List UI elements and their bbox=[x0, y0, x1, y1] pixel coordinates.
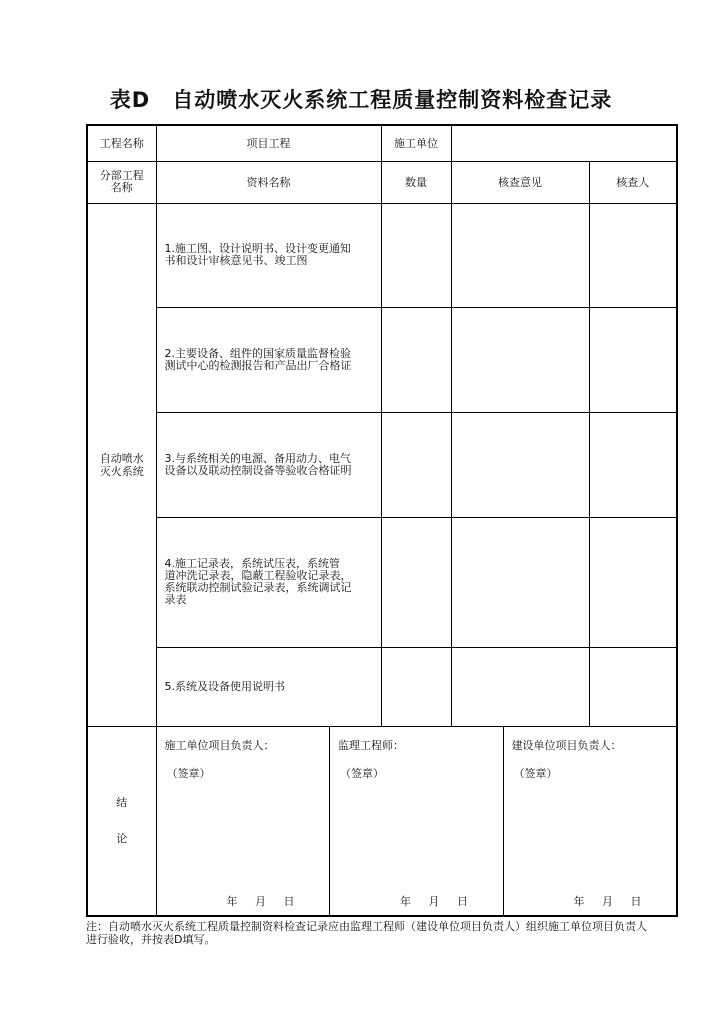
document-item-5 bbox=[156, 647, 381, 726]
owner-signature-block[interactable] bbox=[504, 727, 677, 915]
reviewer-cell[interactable] bbox=[589, 647, 677, 726]
column-header-row bbox=[87, 161, 677, 203]
item-text-line: 道冲洗记录表，隐蔽工程验收记录表， bbox=[164, 569, 352, 582]
signature-date: 年 月 日 bbox=[573, 894, 642, 908]
quantity-header: 数量 bbox=[381, 161, 451, 203]
conclusion-label-char2: 论 bbox=[116, 831, 128, 845]
signature-date: 年 月 日 bbox=[400, 894, 468, 908]
table-row bbox=[87, 412, 677, 517]
item-text-line: 设备以及联动控制设备等验收合格证明 bbox=[164, 463, 352, 477]
conclusion-row bbox=[87, 726, 677, 916]
contractor-label: 施工单位 bbox=[381, 125, 451, 161]
title-code: 表D bbox=[109, 88, 151, 112]
category-cell bbox=[87, 203, 156, 726]
footnote bbox=[86, 920, 686, 946]
item-text-line: 1.施工图、设计说明书、设计变更通知 bbox=[164, 242, 351, 255]
table-row bbox=[87, 647, 677, 726]
table-row bbox=[87, 307, 677, 412]
project-name-value[interactable]: 项目工程 bbox=[156, 125, 381, 161]
item-text-line: 4.施工记录表，系统试压表，系统管 bbox=[164, 557, 340, 570]
stamp-placeholder: （签章） bbox=[513, 766, 558, 780]
review-opinion-cell[interactable] bbox=[451, 203, 589, 307]
quantity-cell[interactable] bbox=[381, 412, 451, 517]
reviewer-cell[interactable] bbox=[589, 412, 677, 517]
signatory-title: 施工单位项目负责人： bbox=[164, 738, 275, 752]
conclusion-label bbox=[87, 726, 156, 916]
document-item-1 bbox=[156, 203, 381, 307]
contractor-signature-block[interactable] bbox=[157, 727, 331, 915]
quantity-cell[interactable] bbox=[381, 307, 451, 412]
item-text-line: 系统联动控制试验记录表，系统调试记 bbox=[164, 581, 352, 594]
quantity-cell[interactable] bbox=[381, 203, 451, 307]
category-line2: 灭火系统 bbox=[99, 464, 144, 478]
signatory-title: 建设单位项目负责人： bbox=[511, 738, 622, 752]
review-opinion-header: 核查意见 bbox=[451, 161, 589, 203]
signature-area bbox=[156, 726, 677, 916]
document-item-4 bbox=[156, 517, 381, 647]
project-name-label: 工程名称 bbox=[87, 125, 156, 161]
signature-date: 年 月 日 bbox=[226, 894, 295, 908]
conclusion-label-char1: 结 bbox=[116, 795, 128, 809]
review-opinion-cell[interactable] bbox=[451, 647, 589, 726]
reviewer-header: 核查人 bbox=[589, 161, 677, 203]
reviewer-cell[interactable] bbox=[589, 307, 677, 412]
quantity-cell[interactable] bbox=[381, 647, 451, 726]
review-opinion-cell[interactable] bbox=[451, 307, 589, 412]
reviewer-cell[interactable] bbox=[589, 517, 677, 647]
category-line1: 自动喷水 bbox=[99, 451, 144, 465]
stamp-placeholder: （签章） bbox=[166, 766, 211, 780]
item-text-line: 书和设计审核意见书、竣工图 bbox=[164, 254, 308, 267]
item-text-line: 3.与系统相关的电源、备用动力、电气 bbox=[164, 451, 351, 465]
table-row bbox=[87, 203, 677, 307]
document-title bbox=[0, 84, 722, 114]
contractor-value[interactable] bbox=[451, 125, 677, 161]
item-text-line: 录表 bbox=[164, 593, 187, 606]
stamp-placeholder: （签章） bbox=[340, 766, 384, 780]
footnote-line2: 进行验收，并按表D填写。 bbox=[86, 933, 216, 946]
quantity-cell[interactable] bbox=[381, 517, 451, 647]
item-text-line: 测试中心的检测报告和产品出厂合格证 bbox=[164, 358, 352, 372]
subproject-header-line1: 分部工程 bbox=[99, 169, 144, 182]
supervisor-signature-block[interactable] bbox=[330, 727, 504, 915]
subproject-header-line2: 名称 bbox=[110, 181, 133, 194]
review-opinion-cell[interactable] bbox=[451, 517, 589, 647]
reviewer-cell[interactable] bbox=[589, 203, 677, 307]
item-text-line: 5.系统及设备使用说明书 bbox=[164, 679, 285, 693]
inspection-record-table bbox=[86, 124, 678, 917]
document-item-3 bbox=[156, 412, 381, 517]
document-item-2 bbox=[156, 307, 381, 412]
footnote-line1: 注：自动喷水灭火系统工程质量控制资料检查记录应由监理工程师（建设单位项目负责人）组织施工单位项目负责人 bbox=[86, 920, 647, 933]
review-opinion-cell[interactable] bbox=[451, 412, 589, 517]
item-text-line: 2.主要设备、组件的国家质量监督检验 bbox=[164, 346, 351, 360]
subproject-header bbox=[87, 161, 156, 203]
title-text: 自动喷水灭火系统工程质量控制资料检查记录 bbox=[172, 88, 613, 112]
table-row bbox=[87, 517, 677, 647]
signatory-title: 监理工程师： bbox=[338, 738, 404, 752]
document-name-header: 资料名称 bbox=[156, 161, 381, 203]
project-info-row bbox=[87, 125, 677, 161]
